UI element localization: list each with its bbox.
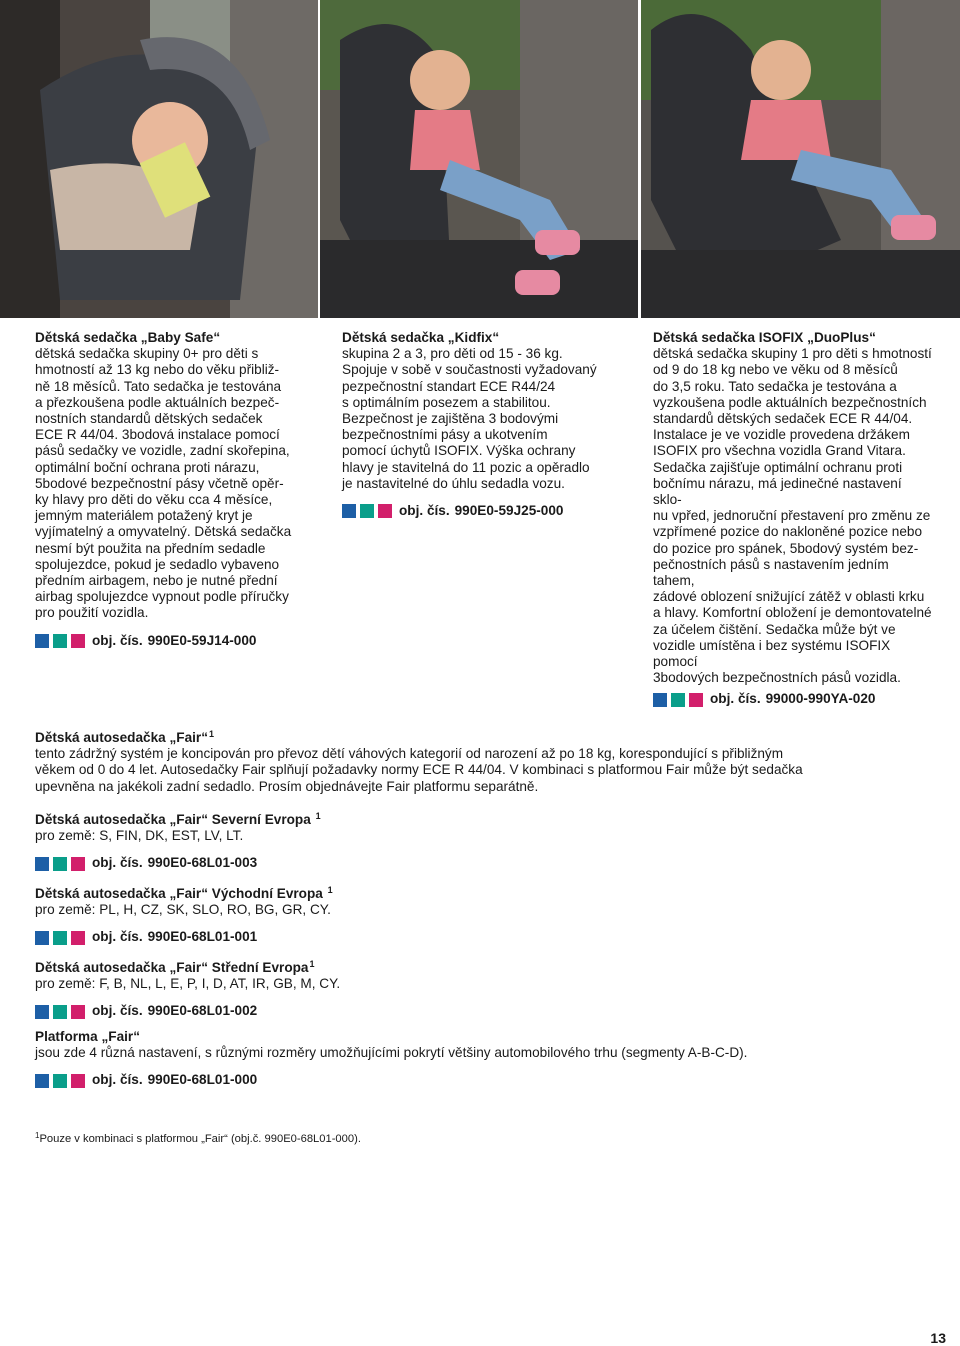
blue-square-icon [653,693,667,707]
green-square-icon [53,857,67,871]
fair-platform-description: jsou zde 4 různá nastavení, s různými rozměry umožňujícími pokrytí většiny automobilového trhu (segmenty A-B-C-D). [35,1045,748,1061]
pink-square-icon [689,693,703,707]
order-number: 990E0-68L01-000 [147,1072,258,1088]
order-line [35,855,915,871]
blue-square-icon [35,931,49,945]
fair-north-countries: pro země: S, FIN, DK, EST, LV, LT. [35,828,244,844]
green-square-icon [53,931,67,945]
fair-central-countries: pro země: F, B, NL, L, E, P, I, D, AT, IR, GB, M, CY. [35,976,341,992]
order-label: obj. čís. [710,691,761,707]
blue-square-icon [35,857,49,871]
fair-east-countries: pro země: PL, H, CZ, SK, SLO, RO, BG, GR, CY. [35,902,331,918]
pink-square-icon [71,931,85,945]
fair-east-title-text: Dětská autosedačka „Fair“ Východní Evropa [35,886,323,901]
order-line [653,691,933,707]
fair-platform-title: Platforma „Fair“ [35,1029,140,1044]
product-duoplus [653,330,933,708]
order-line [35,1072,915,1088]
order-number: 990E0-68L01-001 [147,929,258,945]
order-number: 990E0-68L01-002 [147,1003,258,1019]
fair-central-title [35,956,915,976]
footnote-ref: 1 [327,885,333,895]
blue-square-icon [35,634,49,648]
order-label: obj. čís. [92,1003,143,1019]
blue-square-icon [35,1005,49,1019]
green-square-icon [671,693,685,707]
product-description: dětská sedačka skupiny 1 pro děti s hmotností od 9 do 18 kg nebo ve věku od 8 měsíců do 3,5 roku. Tato sedačka je testována a vyzkoušena podle aktuálních bezpečnostních standardů dětských sedaček ECE R 44/04. Instalace je ve vozidle provedena držákem ISOFIX pro všechna vozidla Grand Vitara. Sedačka zajišťuje optimální ochranu proti bočnímu nárazu, má jedinečné nastavení sklo- nu vpřed, jednoruční přestavení pro změnu ze vzpřímené pozice do nakloněné pozice nebo do pozice pro spánek, 5bodový systém bez- pečnostních pásů s nastavením jedním tahem, zádové oblození snižující zátěž v oblasti krku a hlavy. Komfortní obložení je demontovatelné za účelem čištění. Sedačka může být ve vozidle umístěna i bez systému ISOFIX pomocí 3bodových bezpečnostních pásů vozidla. [653,346,932,686]
order-number: 990E0-59J14-000 [147,632,257,648]
pink-square-icon [71,1005,85,1019]
fair-east-europe [35,882,915,946]
order-label: obj. čís. [92,929,143,945]
footnote-ref: 1 [209,729,215,739]
green-square-icon [360,504,374,518]
product-title: Dětská sedačka ISOFIX „DuoPlus“ [653,330,876,345]
photo-duoplus [641,0,960,318]
fair-intro [35,726,915,795]
page-number: 13 [930,1330,946,1346]
pink-square-icon [71,1074,85,1088]
product-title: Dětská sedačka „Baby Safe“ [35,330,221,345]
blue-square-icon [35,1074,49,1088]
footnote [35,1131,361,1145]
pink-square-icon [378,504,392,518]
fair-platform [35,1029,915,1089]
order-line [35,633,305,649]
product-title: Dětská sedačka „Kidfix“ [342,330,500,345]
order-label: obj. čís. [92,632,143,648]
fair-central-title-text: Dětská autosedačka „Fair“ Střední Evropa [35,960,309,975]
product-kidfix [342,330,617,519]
order-line [342,503,617,519]
footnote-ref: 1 [315,811,321,821]
footnote-marker: 1 [35,1131,40,1140]
order-label: obj. čís. [92,1072,143,1088]
photo-kidfix [320,0,638,318]
fair-title [35,726,915,746]
order-number: 990E0-59J25-000 [454,503,564,519]
footnote-text: Pouze v kombinaci s platformou „Fair“ (obj.č. 990E0-68L01-000). [39,1133,361,1145]
order-label: obj. čís. [399,503,450,519]
order-label: obj. čís. [92,855,143,871]
pink-square-icon [71,634,85,648]
green-square-icon [53,1005,67,1019]
order-line [35,1003,915,1019]
order-number: 99000-990YA-020 [765,691,876,707]
product-baby-safe [35,330,305,649]
blue-square-icon [342,504,356,518]
order-line [35,929,915,945]
green-square-icon [53,1074,67,1088]
pink-square-icon [71,857,85,871]
product-description: dětská sedačka skupiny 0+ pro děti s hmotností až 13 kg nebo do věku přibliž- ně 18 měsíců. Tato sedačka je testována a přezkoušena podle aktuálních bezpeč- nostních standardů dětských sedaček ECE R 44/04. 3bodová instalace pomocí pásů sedačky ve vozidle, zadní skořepina, optimální boční ochrana proti nárazu, 5bodové bezpečnostní pásy včetně opěr- ky hlavy pro děti do věku cca 4 měsíce, jemným materiálem potažený kryt je vyjímatelný a omyvatelný. Dětská sedačka nesmí být použita na předním sedadle spolujezdce, pokud je sedadlo vybaveno předním airbagem, nebo je nutné přední airbag spolujezdce vypnout podle příručky pro použití vozidla. [35,346,292,621]
fair-north-europe [35,808,915,872]
green-square-icon [53,634,67,648]
photo-baby-safe [0,0,318,318]
fair-title-text: Dětská autosedačka „Fair“ [35,730,209,745]
product-description: skupina 2 a 3, pro děti od 15 - 36 kg. Spojuje v sobě v součastnosti vyžadovaný pezpečnostní standart ECE R44/24 s optimálním posezem a stabilitou. Bezpečnost je zajištěna 3 bodovými bezpečnostními pásy a ukotvením pomocí úchytů ISOFIX. Výška ochrany hlavy je stavitelná do 11 pozic a opěradlo je nastavitelné do úhlu sedadla vozu. [342,346,597,491]
order-number: 990E0-68L01-003 [147,855,258,871]
fair-north-title-text: Dětská autosedačka „Fair“ Severní Evropa [35,812,311,827]
footnote-ref: 1 [309,959,315,969]
fair-east-title [35,882,915,902]
fair-central-europe [35,956,915,1020]
fair-north-title [35,808,915,828]
fair-description: tento zádržný systém je koncipován pro převoz dětí váhových kategorií od narození až po 18 kg, korespondující s přibližným věkem od 0 do 4 let. Autosedačky Fair splňují požadavky normy ECE R 44/04. V kombinaci s platformou Fair může být sedačka upevněna na jakékoli zadní sedadlo. Prosím objednávejte Fair platformu separátně. [35,746,803,794]
